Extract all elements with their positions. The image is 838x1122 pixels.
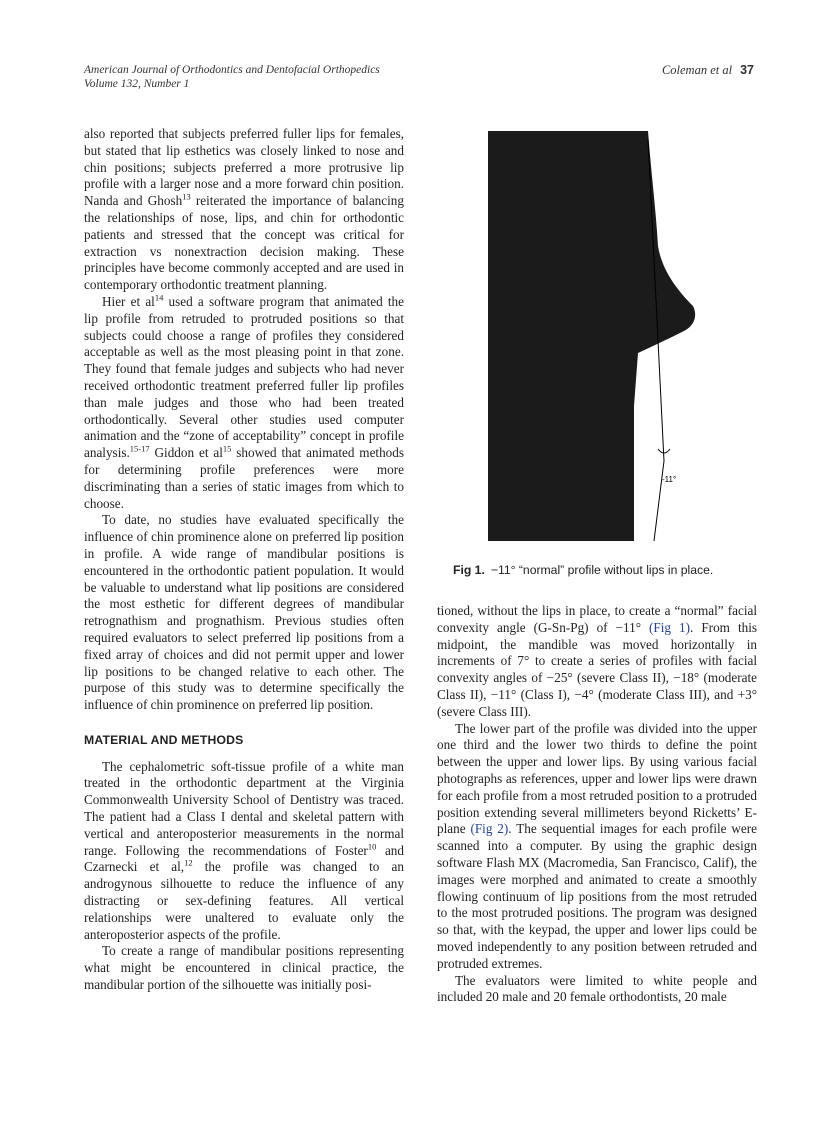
section-heading: MATERIAL AND METHODS <box>84 732 244 747</box>
citation: 12 <box>184 858 193 869</box>
paragraph: To create a range of mandibular positions representing what might be encountered in clinical practice, the mandibular portion of the silhouette was initially posi- <box>84 943 404 993</box>
paragraph: The evaluators were limited to white people and included 20 male and 20 female orthodontists, 20 male <box>437 972 757 1005</box>
angle-label: -11° <box>662 475 677 484</box>
citation: 13 <box>182 191 191 202</box>
figure-link[interactable]: (Fig 1) <box>649 619 691 635</box>
running-header <box>84 63 380 91</box>
right-column <box>437 603 757 1006</box>
journal-volume: Volume 132, Number 1 <box>84 78 190 90</box>
paragraph: The lower part of the profile was divided into the upper one third and the lower two thirds to define the point between the upper and lower lips. By using various facial photographs as references, upper and lower lips were drawn for each profile from a most retruded position to a protruded position extending several millimeters beyond Ricketts’ E-plane (Fig 2). The sequential images for each profile were scanned into a computer. By using the graphic design software Flash MX (Macromedia, San Francisco, Calif), the images were morphed and animated to create a smoothly flowing continuum of lip positions from the most retruded to the most protruded positions. The program was designed so that, with the keypad, the upper and lower lips could be moved independently to any position between retruded and protruded extremes. <box>437 720 758 971</box>
figure-link[interactable]: (Fig 2) <box>470 821 509 837</box>
page-number: 37 <box>740 63 754 77</box>
caption-text: −11° “normal” profile without lips in place. <box>490 563 714 577</box>
citation: 14 <box>154 292 164 303</box>
paragraph: Hier et $al^{14}$ used a software program that animated the lip profile from retruded to protruded positions so that subjects could choose a range of profiles they considered acceptable as well as the most pleasing point in that zone. They found that female judges and subjects who had never received orthodontic treatment preferred fuller lip profiles than male judges and those who had been treated orthodontically. Several other studies used computer animation and the “zone of acceptability” concept in profile analysis.$^{15-17}$ Giddon et $al^{15}$ showed that animated methods for determining profile preferences were more discriminating than a series of static images from which to choose. <box>84 292 405 511</box>
citation: 10 <box>367 841 377 852</box>
figure-caption <box>453 563 773 577</box>
paragraph: also reported that subjects preferred fuller lips for females, but stated that lip esthetics was closely linked to nose and chin positions; subjects preferred a more protrusive lip profile with a larger nose and a more forward chin position. Nanda and Ghosh$^{13}$ reiterated the importance of balancing the relationships of nose, lips, and chin for orthodontic patients and stressed that the concept was critical for extraction vs nonextraction decision making. These principles have become commonly accepted and are used in contemporary orthodontic treatment planning. <box>84 126 404 293</box>
left-column <box>84 126 404 994</box>
page-header-right <box>662 63 754 78</box>
figure-label: Fig 1. <box>453 563 485 577</box>
journal-title: American Journal of Orthodontics and Dentofacial Orthopedics <box>84 64 380 76</box>
author-header: Coleman et al <box>661 63 733 77</box>
citation: 15 <box>222 443 232 454</box>
paragraph: tioned, without the lips in place, to create a “normal” facial convexity angle (G-Sn-Pg) of −11° (Fig 1). From this midpoint, the mandible was moved horizontally in increments of 7° to create a series of profiles with facial convexity angles of −25° (severe Class II), −18° (moderate Class II), −11° (Class I), −4° (moderate Class III), and +3° (severe Class III). <box>437 603 758 719</box>
paragraph: The cephalometric soft-tissue profile of a white man treated in the orthodontic department at the Virginia Commonwealth University School of Dentistry was traced. The patient had a Class I dental and skeletal pattern with vertical and anteroposterior measurements in the normal range. Following the recommendations of Foster$^{10}$ and Czarnecki et al,$^{12}$ the profile was changed to an androgynous silhouette to reduce the influence of any distracting or sex-defining features. All vertical relationships were unaltered to evaluate only the anteroposterior aspects of the profile. <box>84 758 404 942</box>
profile-silhouette-figure <box>488 131 698 541</box>
citation: 15-17 <box>129 443 150 454</box>
paragraph: To date, no studies have evaluated specifically the influence of chin prominence alone on preferred lip position in profile. A wide range of mandibular positions is encountered in the orthodontic patient population. It would be valuable to understand what lip positions are considered the most esthetic for different degrees of mandibular retrognathism and prognathism. Previous studies often required evaluators to select preferred lip positions from a fixed array of choices and did not permit upper and lower lip positions to be changed relative to each other. The purpose of this study was to determine specifically the influence of chin prominence on preferred lip position. <box>84 512 404 713</box>
chin-cutout <box>634 411 658 541</box>
